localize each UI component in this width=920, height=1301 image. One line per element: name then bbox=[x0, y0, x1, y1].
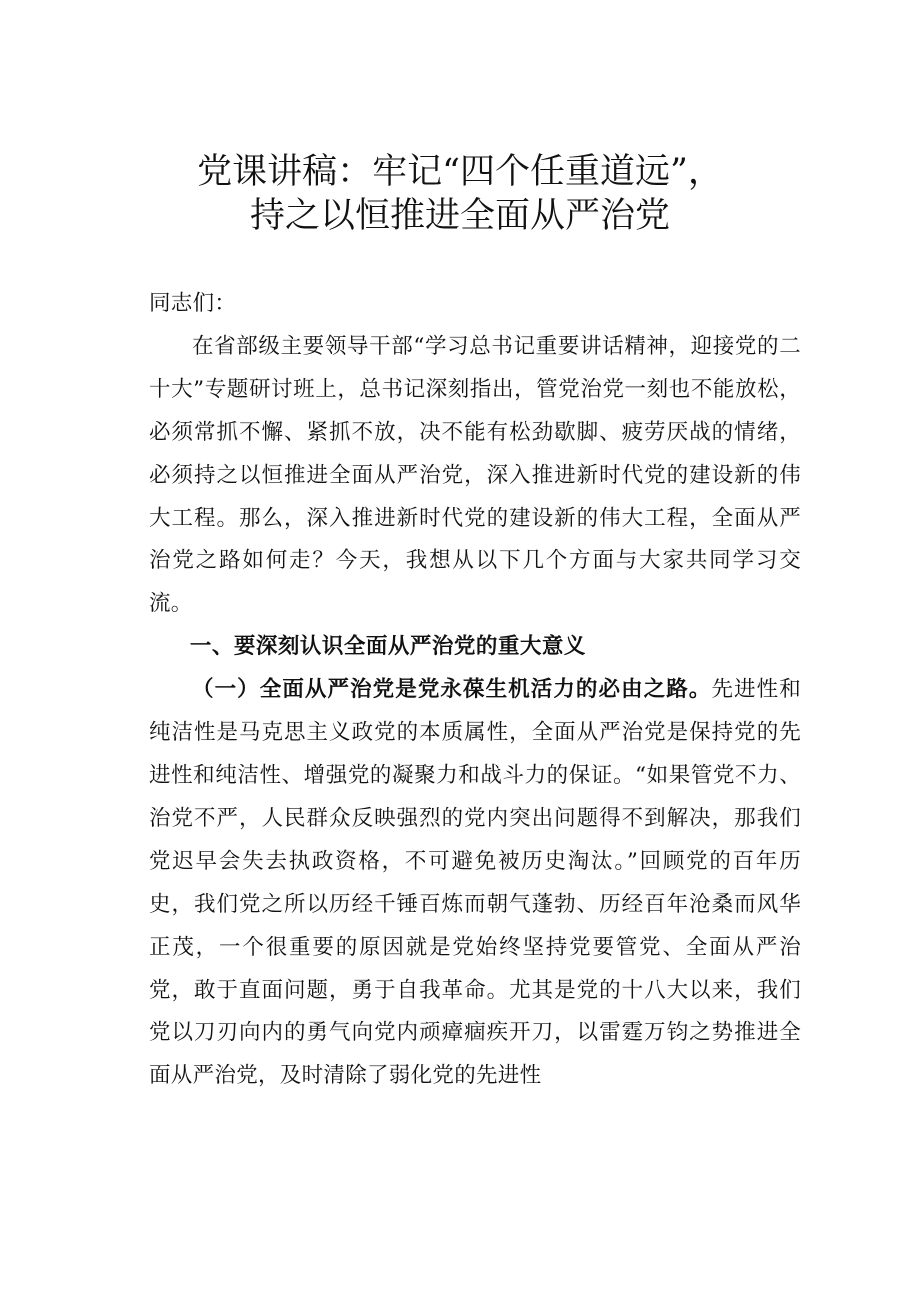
subsection-body-1: 先进性和纯洁性是马克思主义政党的本质属性，全面从严治党是保持党的先进性和纯洁性、增强党的凝聚力和战斗力的保证。“如果管党不力、治党不严，人民群众反映强烈的党内突出问题得不到解决，那我们党迟早会失去执政资格，不可避免被历史淘汰。”回顾党的百年历史，我们党之所以历经千锤百炼而朝气蓬勃、历经百年沧桑而风华正茂，一个很重要的原因就是党始终坚持党要管党、全面从严治党，敢于直面问题，勇于自我革命。尤其是党的十八大以来，我们党以刀刃向内的勇气向党内顽瘴痼疾开刀，以雷霆万钧之势推进全面从严治党，及时清除了弱化党的先进性 bbox=[149, 677, 802, 1089]
document-body bbox=[149, 283, 801, 1098]
subsection-paragraph-1 bbox=[149, 669, 801, 1098]
document-title-line-2: 持之以恒推进全面从严治党 bbox=[249, 196, 670, 236]
section-heading-1: 一、要深刻认识全面从严治党的重大意义 bbox=[189, 634, 586, 660]
document-title-line-1: 党课讲稿：牢记“四个任重道远”， bbox=[197, 152, 723, 192]
intro-paragraph: 在省部级主要领导干部“学习总书记重要讲话精神，迎接党的二十大”专题研讨班上，总书记深刻指出，管党治党一刻也不能放松，必须常抓不懈、紧抓不放，决不能有松劲歇脚、疲劳厌战的情绪，必须持之以恒推进全面从严治党，深入推进新时代党的建设新的伟大工程。那么，深入推进新时代党的建设新的伟大工程，全面从严治党之路如何走？今天，我想从以下几个方面与大家共同学习交流。 bbox=[149, 333, 801, 617]
salutation: 同志们： bbox=[149, 291, 237, 316]
subsection-heading-1: （一）全面从严治党是党永葆生机活力的必由之路。 bbox=[192, 677, 712, 703]
